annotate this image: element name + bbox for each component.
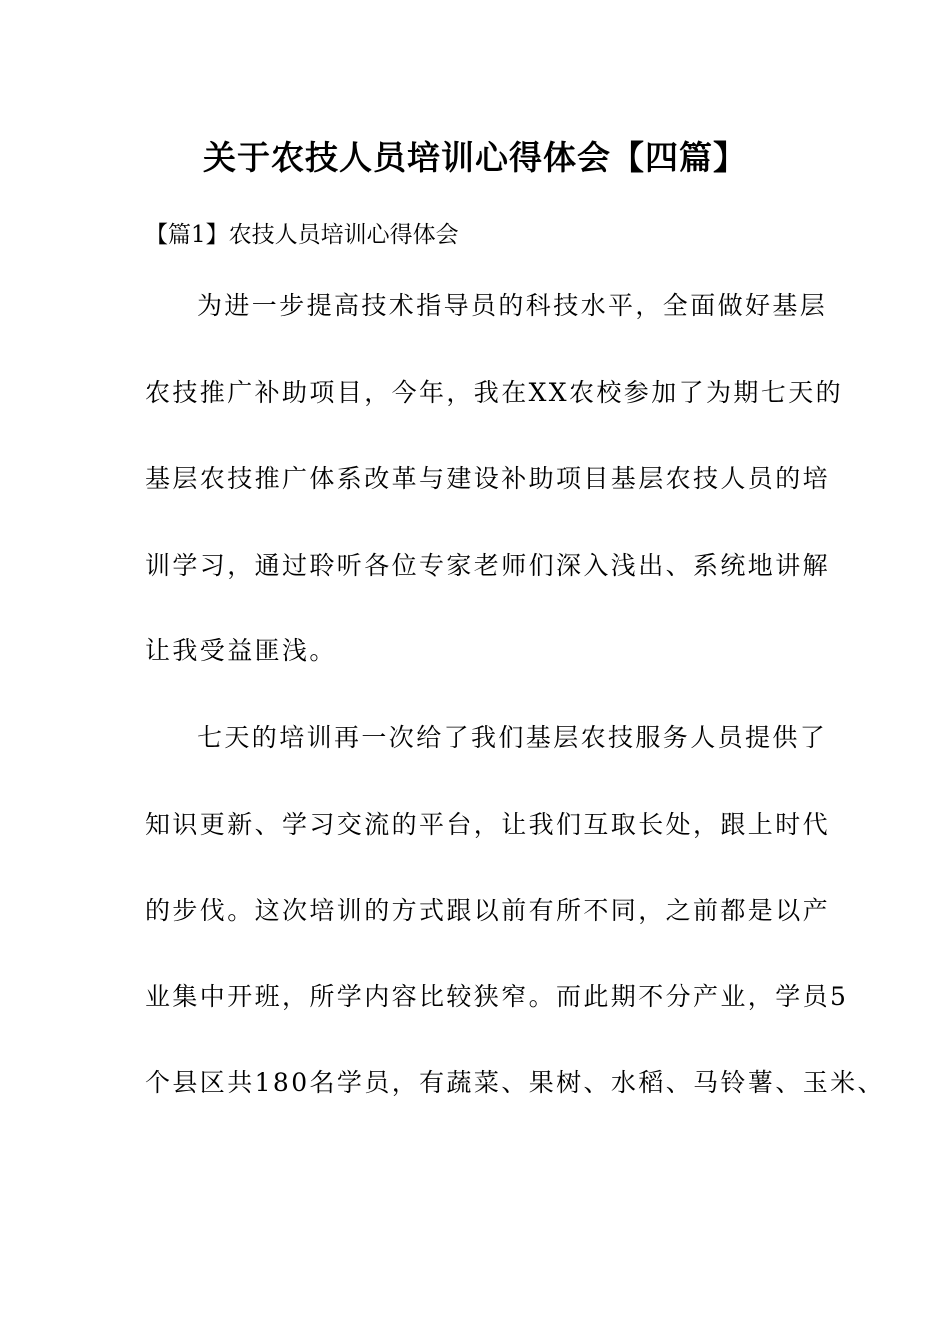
paragraph-2-line-1: 七天的培训再一次给了我们基层农技服务人员提供了 xyxy=(197,723,828,752)
paragraph-2-line-2: 知识更新、学习交流的平台，让我们互取长处，跟上时代 xyxy=(145,810,831,839)
paragraph-1-line-5: 让我受益匪浅。 xyxy=(145,636,337,665)
paragraph-1-line-2: 农技推广补助项目，今年，我在XX农校参加了为期七天的 xyxy=(145,378,843,407)
paragraph-1-line-4: 训学习，通过聆听各位专家老师们深入浅出、系统地讲解 xyxy=(145,551,831,580)
paragraph-2-line-4: 业集中开班，所学内容比较狭窄。而此期不分产业，学员5 xyxy=(145,982,849,1011)
paragraph-2-line-5: 个县区共180名学员，有蔬菜、果树、水稻、马铃薯、玉米、 xyxy=(145,1068,885,1097)
paragraph-1-line-1: 为进一步提高技术指导员的科技水平，全面做好基层 xyxy=(197,291,828,320)
paragraph-1-line-3: 基层农技推广体系改革与建设补助项目基层农技人员的培 xyxy=(145,464,831,493)
document-title: 关于农技人员培训心得体会【四篇】 xyxy=(203,138,747,177)
paragraph-2-line-3: 的步伐。这次培训的方式跟以前有所不同，之前都是以产 xyxy=(145,896,831,925)
section-heading: 【篇1】农技人员培训心得体会 xyxy=(145,222,459,248)
